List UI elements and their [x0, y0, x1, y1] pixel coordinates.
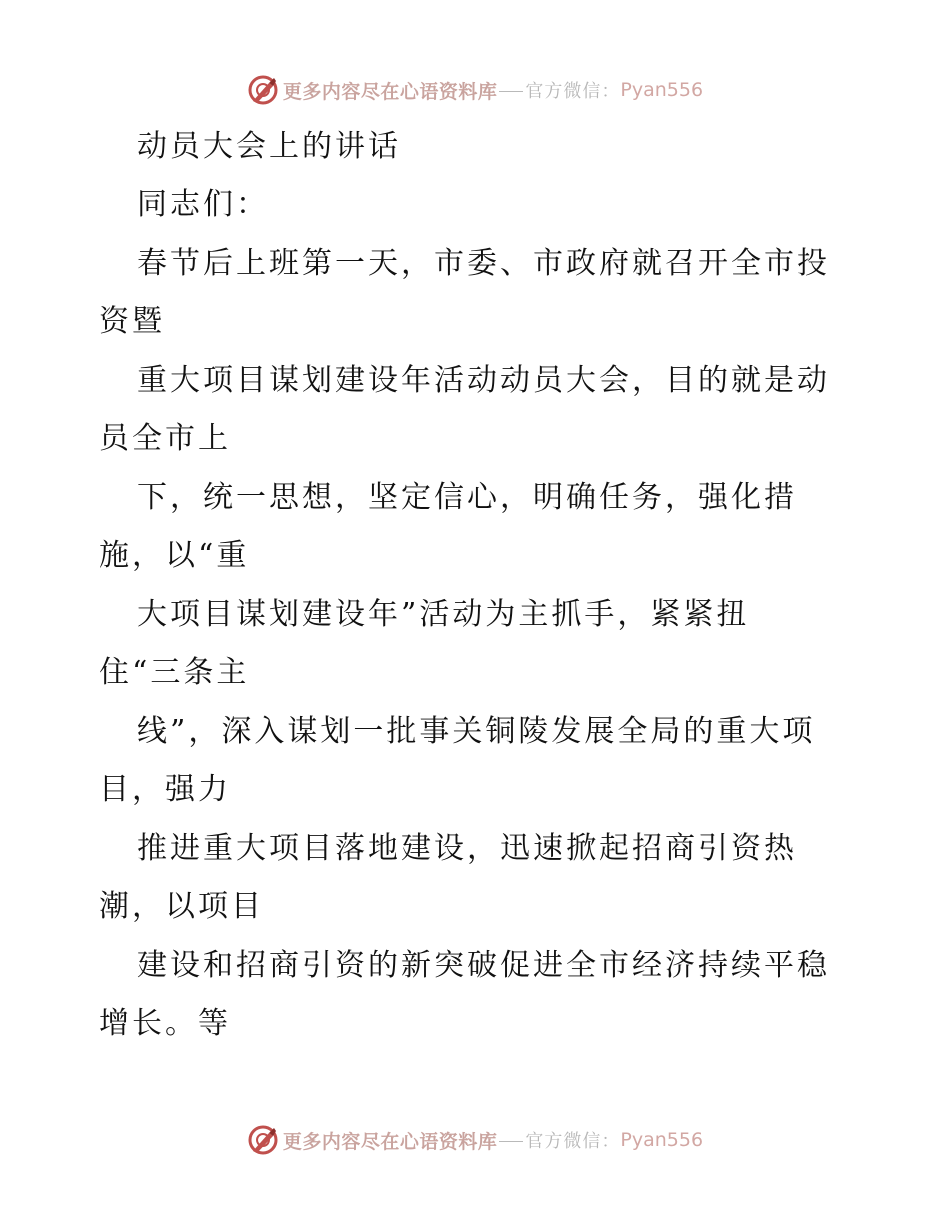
pen-circle-logo-icon [247, 1124, 279, 1156]
paragraph-line: 大项目谋划建设年”活动为主抓手，紧紧扭 [137, 597, 750, 632]
document-title: 动员大会上的讲话 [137, 129, 401, 164]
wechat-label: 官方微信： [525, 1131, 621, 1152]
footer-banner [0, 1120, 950, 1160]
paragraph-line: 员全市上 [99, 421, 231, 456]
paragraph-line: 线”，深入谋划一批事关铜陵发展全局的重大项 [137, 714, 816, 749]
separator-dash [499, 1141, 523, 1142]
paragraph-line: 资暨 [99, 304, 165, 339]
paragraph-line: 下，统一思想，坚定信心，明确任务，强化措 [137, 480, 797, 515]
library-text: 更多内容尽在心语资料库 [282, 80, 498, 103]
paragraph-line: 施，以“重 [99, 538, 250, 573]
salutation: 同志们： [137, 187, 269, 222]
wechat-label: 官方微信： [525, 81, 621, 102]
paragraph-line: 潮，以项目 [99, 889, 264, 924]
paragraph-line: 建设和招商引资的新突破促进全市经济持续平稳 [137, 948, 830, 983]
paragraph-line: 春节后上班第一天，市委、市政府就召开全市投 [137, 246, 830, 281]
paragraph-line: 推进重大项目落地建设，迅速掀起招商引资热 [137, 831, 797, 866]
paragraph-line: 住“三条主 [99, 655, 250, 690]
wechat-id: Pyan556 [620, 79, 704, 101]
paragraph-line: 增长。等 [99, 1006, 231, 1041]
library-text: 更多内容尽在心语资料库 [282, 1130, 498, 1153]
paragraph-line: 目，强力 [99, 772, 231, 807]
paragraph-line: 重大项目谋划建设年活动动员大会，目的就是动 [137, 363, 830, 398]
wechat-id: Pyan556 [620, 1129, 704, 1151]
